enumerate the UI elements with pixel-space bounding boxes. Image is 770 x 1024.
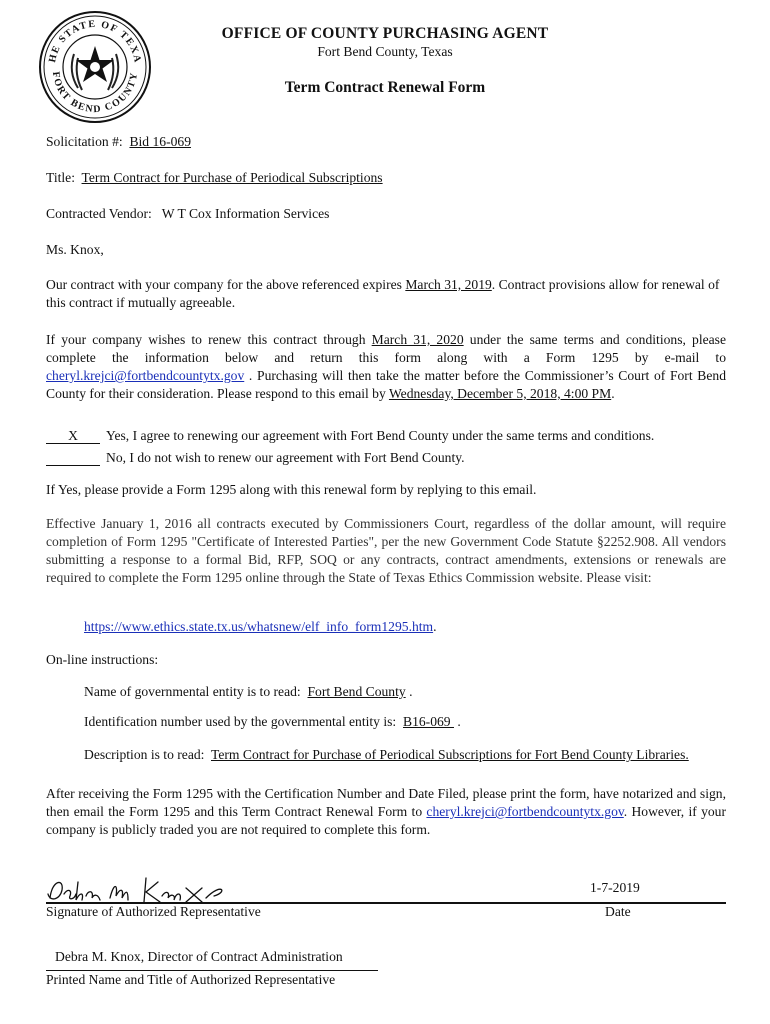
effective-paragraph: Effective January 1, 2016 all contracts executed by Commissioners Court, regardless of the dollar amount, will require completion of Form 1295 "Certificate of Interested Parties", per the new Government Code Statute §2252.908. All vendors submitting a response to a formal Bid, RFP, SOQ or any contracts, contract amendments, extensions or renewals are required to complete the Form 1295 online through the State of Texas Ethics Commission website. Please visit: [46, 516, 726, 585]
date-label: Date [605, 904, 631, 919]
county-subheading: Fort Bend County, Texas [317, 44, 453, 59]
solicitation-label: Solicitation #: [46, 134, 123, 149]
title-value: Term Contract for Purchase of Periodical Subscriptions [81, 170, 383, 185]
printed-name-rule [46, 970, 378, 971]
seal-top-text: HE STATE OF TEXA [47, 18, 143, 65]
para2-text-a: If your company wishes to renew this contract through [46, 332, 372, 347]
response-deadline: Wednesday, December 5, 2018, 4:00 PM [388, 386, 612, 401]
identification-instruction [84, 714, 461, 730]
id-suffix: . [457, 714, 461, 729]
salutation: Ms. Knox, [46, 242, 104, 257]
email-link-2[interactable]: cheryl.krejci@fortbendcountytx.gov [426, 804, 624, 819]
renewal-through-date: March 31, 2020 [371, 332, 464, 347]
option-yes [46, 428, 654, 444]
vendor-line [46, 206, 329, 222]
printed-name-value: Debra M. Knox, Director of Contract Administration [55, 949, 343, 964]
description-instruction [84, 746, 724, 764]
signature-label: Signature of Authorized Representative [46, 904, 261, 919]
no-mark-blank[interactable] [46, 451, 100, 466]
desc-value: Term Contract for Purchase of Periodical Subscriptions for Fort Bend County Libraries. [211, 747, 689, 762]
entity-label: Name of governmental entity is to read: [84, 684, 301, 699]
option-no [46, 450, 465, 466]
title-label: Title: [46, 170, 75, 185]
county-seal [38, 10, 152, 124]
para1-text-a: Our contract with your company for the above referenced expires [46, 277, 406, 292]
para2-text-c: . Purchasing will then take the matter before the Commissioner’s Court of Fort Bend County for their consideration. Please respond to this email by [46, 368, 726, 401]
id-value: B16-069 [403, 714, 454, 729]
no-text: No, I do not wish to renew our agreement with Fort Bend County. [106, 450, 465, 465]
email-link-1[interactable]: cheryl.krejci@fortbendcountytx.gov [46, 368, 245, 383]
yes-text: Yes, I agree to renewing our agreement with Fort Bend County under the same terms and conditions. [106, 428, 655, 443]
vendor-value: W T Cox Information Services [161, 206, 330, 221]
office-heading: OFFICE OF COUNTY PURCHASING AGENT [221, 25, 549, 42]
form-title: Term Contract Renewal Form [284, 79, 486, 96]
after-receiving-paragraph [46, 785, 726, 839]
para2-text-d: . [611, 386, 615, 401]
desc-label: Description is to read: [84, 747, 205, 762]
online-instructions-heading: On-line instructions: [46, 652, 159, 667]
para1-text-b: . Contract provisions allow for renewal of this contract if mutually agreeable. [46, 277, 720, 310]
expiry-date: March 31, 2019 [405, 277, 492, 292]
paragraph-expiry [46, 276, 726, 312]
solicitation-line [46, 134, 191, 150]
vendor-label: Contracted Vendor: [46, 206, 152, 221]
after-text-a: After receiving the Form 1295 with the Certification Number and Date Filed, please print the form, have notarized and sign, then email the Form 1295 and this Term Contract Renewal Form to [46, 786, 726, 819]
id-label: Identification number used by the governmental entity is: [84, 714, 397, 729]
yes-mark-blank[interactable]: X [46, 429, 100, 444]
ethics-link-line [84, 619, 437, 635]
entity-suffix: . [405, 684, 413, 699]
paragraph-renewal [46, 331, 726, 403]
printed-name-label: Printed Name and Title of Authorized Representative [46, 972, 336, 987]
title-line [46, 170, 383, 186]
para2-text-b: under the same terms and conditions, please complete the information below and return this form along with a Form 1295 by e-mail to [46, 332, 727, 365]
solicitation-value: Bid 16-069 [129, 134, 192, 149]
signed-date-value: 1-7-2019 [590, 880, 640, 895]
ethics-url-link[interactable]: https://www.ethics.state.tx.us/whatsnew/elf_info_form1295.htm [84, 619, 434, 634]
if-yes-instruction: If Yes, please provide a Form 1295 along with this renewal form by replying to this email. [46, 482, 537, 497]
ethics-url-suffix: . [433, 619, 437, 634]
after-text-b: . However, if your company is publicly traded you are not required to complete this form. [46, 804, 726, 837]
entity-name-instruction [84, 684, 412, 700]
entity-value: Fort Bend County [307, 684, 406, 699]
seal-bottom-text: FORT BEND COUNTY [49, 70, 141, 116]
